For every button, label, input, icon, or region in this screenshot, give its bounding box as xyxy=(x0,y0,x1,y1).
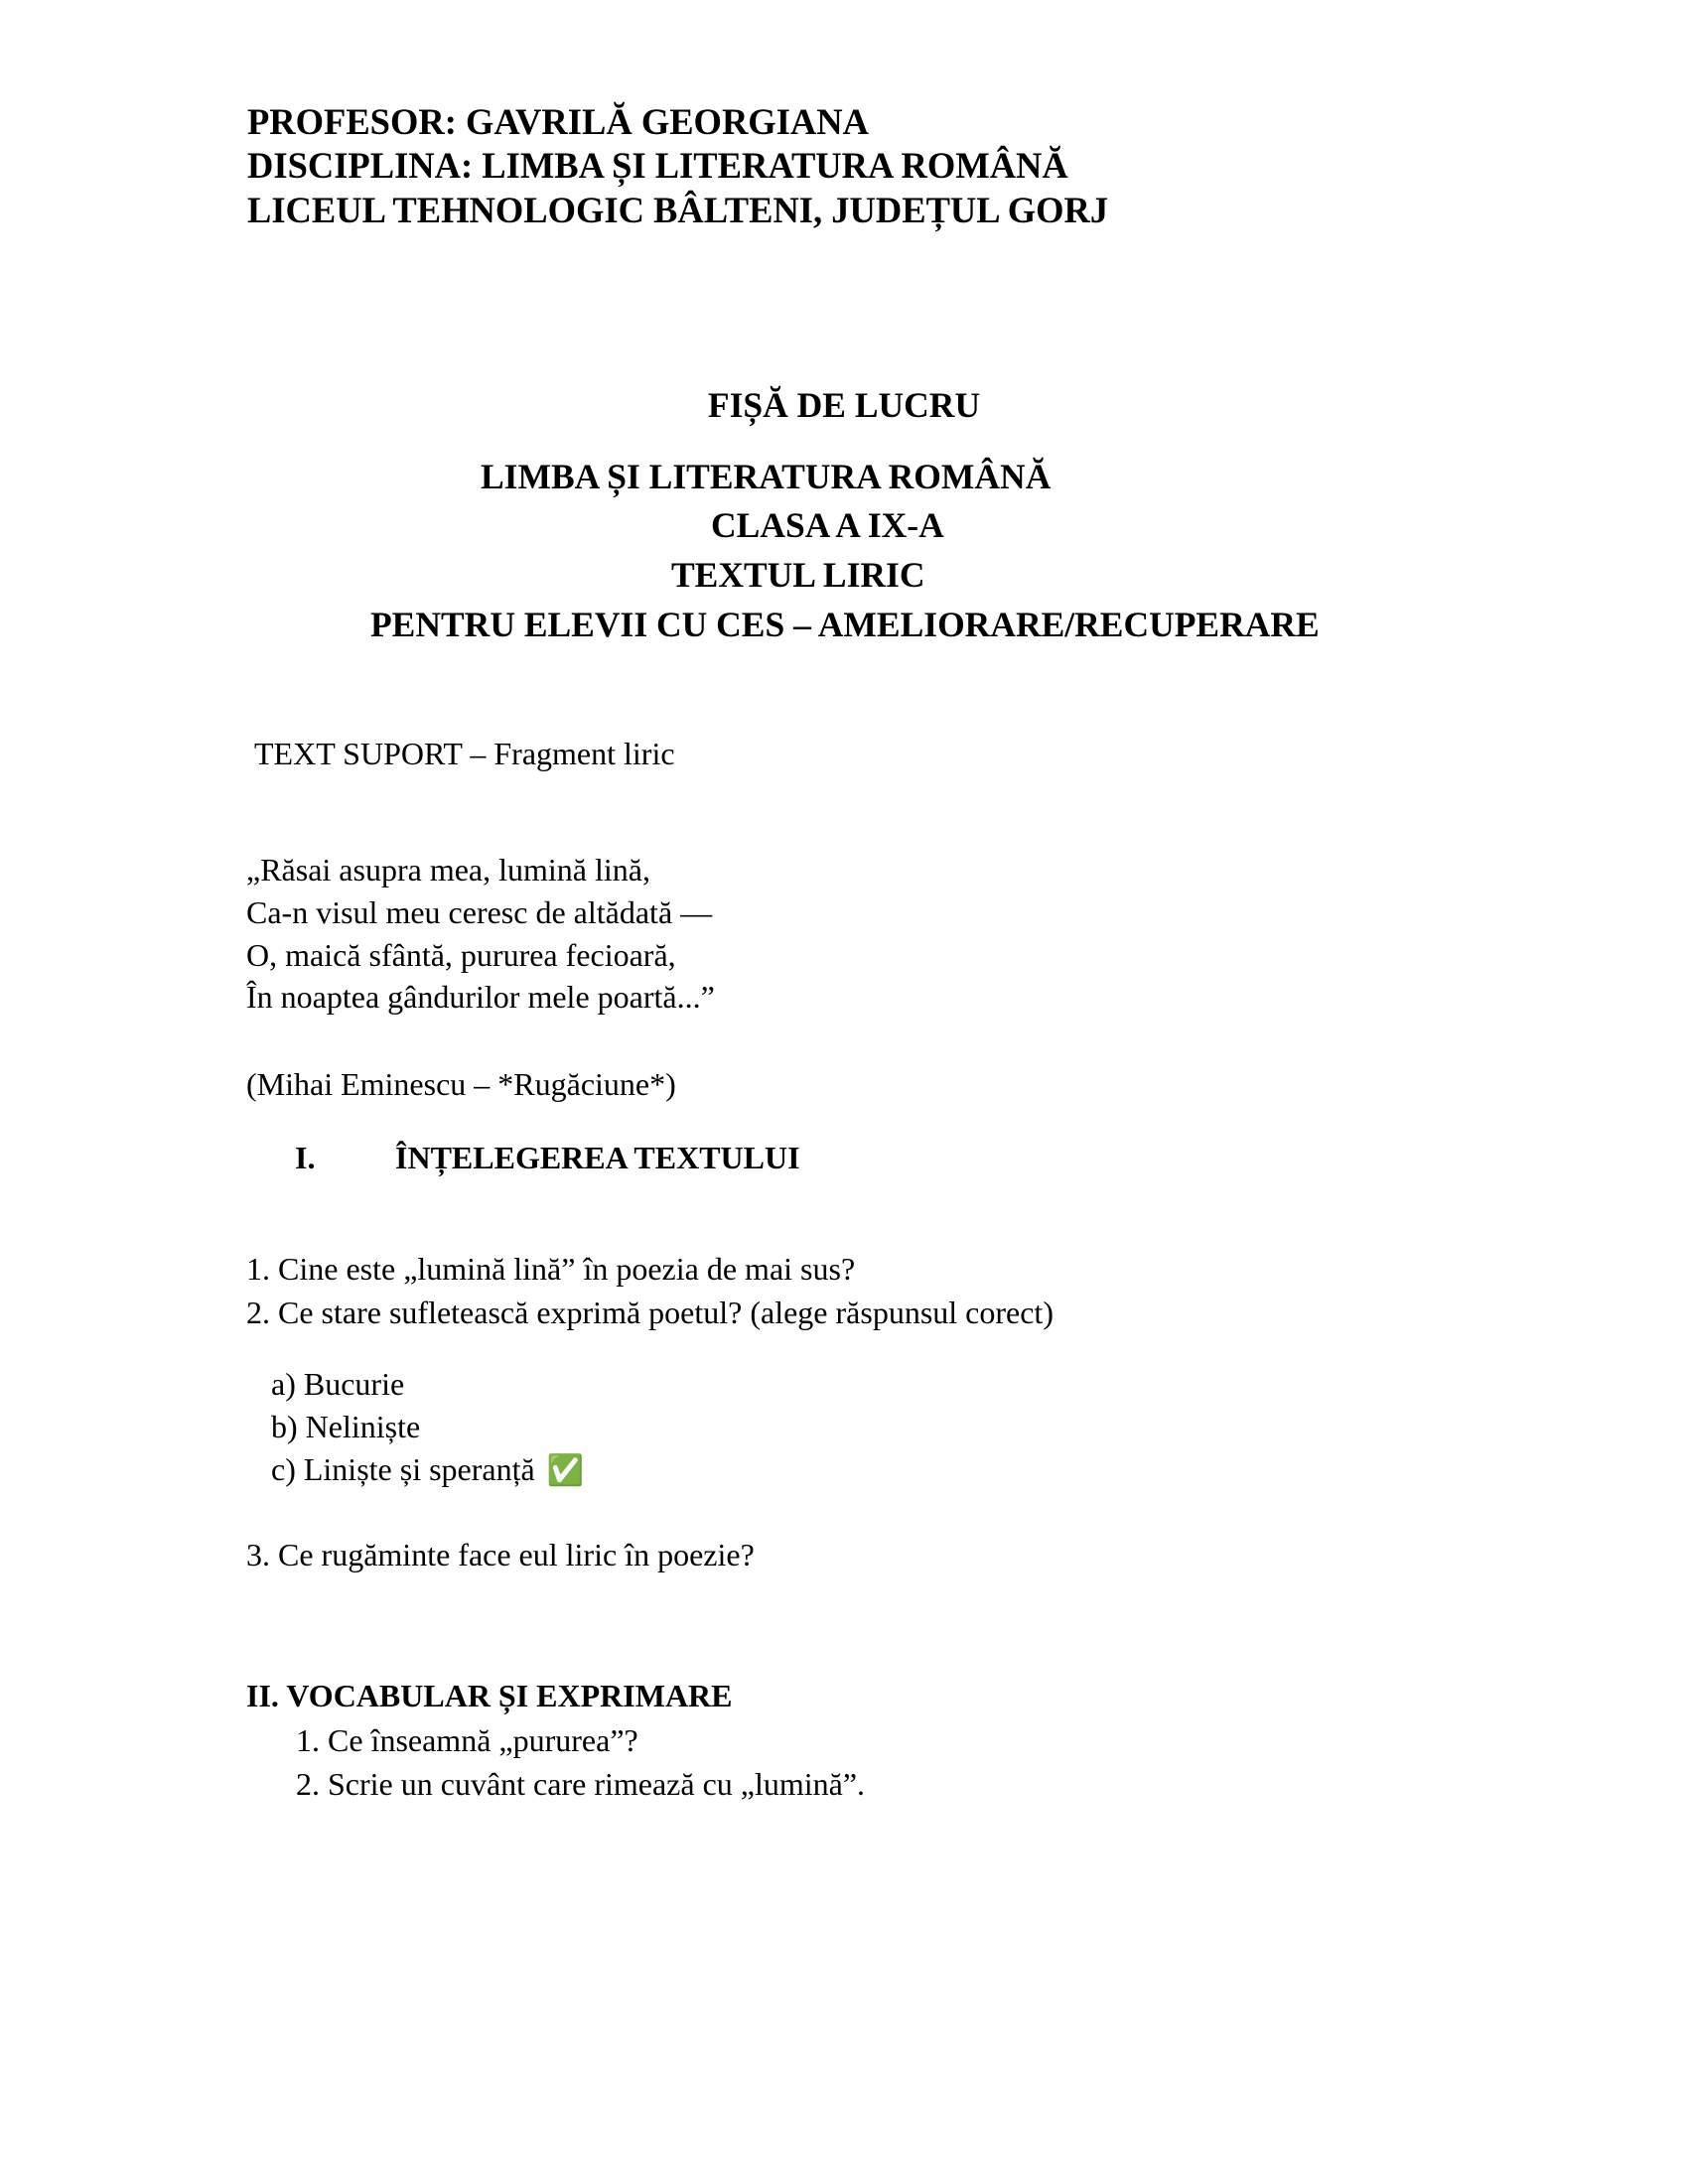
worksheet-title xyxy=(0,385,1688,425)
poem-line: „Răsai asupra mea, lumină lină, xyxy=(246,852,650,887)
section-2-title: II. VOCABULAR ȘI EXPRIMARE xyxy=(246,1678,733,1713)
title-topic: TEXTUL LIRIC xyxy=(671,555,925,595)
question-3: 3. Ce rugăminte face eul liric în poezie? xyxy=(246,1537,755,1572)
support-text-label: TEXT SUPORT – Fragment liric xyxy=(254,736,675,771)
section-1-title: ÎNȚELEGEREA TEXTULUI xyxy=(395,1140,800,1175)
option-b: b) Neliniște xyxy=(271,1409,421,1444)
vocab-question-2: 2. Scrie un cuvânt care rimează cu „lumină”. xyxy=(296,1766,866,1802)
option-a: a) Bucurie xyxy=(271,1366,405,1402)
question-2: 2. Ce stare sufletească exprimă poetul? (alege răspunsul corect) xyxy=(246,1295,1054,1330)
title-subject: LIMBA ȘI LITERATURA ROMÂNĂ xyxy=(481,457,1052,496)
section-1-number: I. xyxy=(295,1140,316,1175)
title-class: CLASA A IX-A xyxy=(711,505,944,545)
check-mark-icon: ✅ xyxy=(546,1453,585,1488)
poem-line: În noaptea gândurilor mele poartă...” xyxy=(246,979,715,1015)
subject-line: DISCIPLINA: LIMBA ȘI LITERATURA ROMÂNĂ xyxy=(247,145,1068,186)
teacher-name: PROFESOR: GAVRILĂ GEORGIANA xyxy=(247,101,869,142)
poem-line: Ca-n visul meu ceresc de altădată — xyxy=(246,894,713,930)
title-audience: PENTRU ELEVII CU CES – AMELIORARE/RECUPERARE xyxy=(370,605,1320,644)
school-line: LICEUL TEHNOLOGIC BÂLTENI, JUDEȚUL GORJ xyxy=(247,190,1109,230)
option-c-text: c) Liniște și speranță xyxy=(271,1451,535,1487)
poem-attribution: (Mihai Eminescu – *Rugăciune*) xyxy=(246,1066,676,1102)
poem-line: O, maică sfântă, pururea fecioară, xyxy=(246,937,676,973)
vocab-question-1: 1. Ce înseamnă „pururea”? xyxy=(296,1722,638,1758)
worksheet-title-text: FIȘĂ DE LUCRU xyxy=(707,385,981,425)
option-c xyxy=(271,1453,584,1486)
question-1: 1. Cine este „lumină lină” în poezia de mai sus? xyxy=(246,1251,856,1287)
